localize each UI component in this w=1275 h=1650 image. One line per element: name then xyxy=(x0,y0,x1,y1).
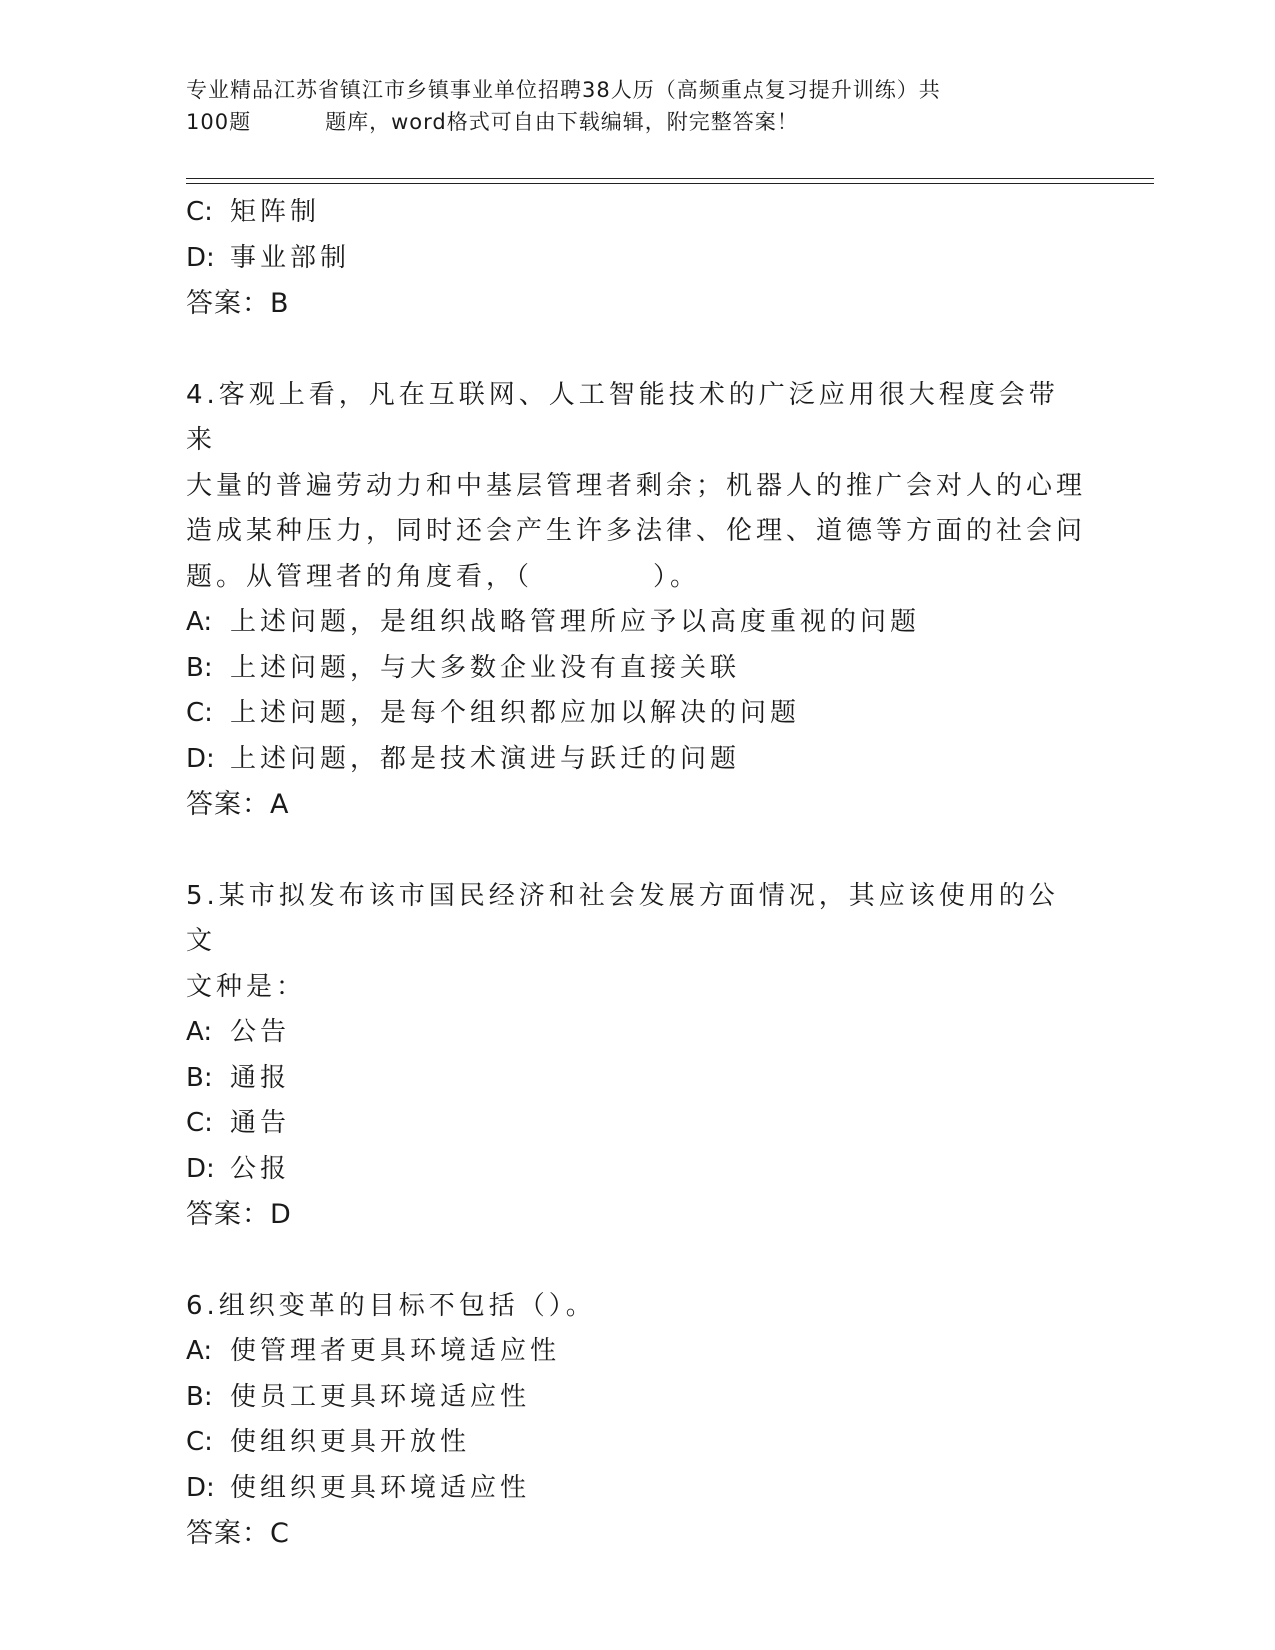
option-letter: C: xyxy=(186,1427,213,1457)
option-a xyxy=(186,1010,1086,1056)
header-title-line2 xyxy=(186,106,1086,138)
option-b xyxy=(186,1056,1086,1102)
option-a xyxy=(186,1329,1086,1375)
option-text: 上述问题，是组织战略管理所应予以高度重视的问题 xyxy=(230,607,921,637)
answer-line: 答案：C xyxy=(186,1518,290,1549)
option-letter: D: xyxy=(186,242,215,273)
option-letter: B: xyxy=(186,652,213,683)
option-b xyxy=(186,646,1086,692)
option-text: 上述问题，与大多数企业没有直接关联 xyxy=(230,652,741,683)
answer-line: 答案：D xyxy=(186,1199,292,1230)
option-text: 使员工更具环境适应性 xyxy=(230,1381,531,1412)
header-divider-bottom xyxy=(186,183,1154,184)
question-stem-line xyxy=(186,555,1086,601)
option-c xyxy=(186,691,1086,737)
option-text: 使管理者更具环境适应性 xyxy=(230,1336,561,1366)
question-5 xyxy=(186,874,1086,1238)
option-text: 上述问题，都是技术演进与跃迁的问题 xyxy=(230,743,741,774)
option-letter: C: xyxy=(186,1108,213,1138)
question-stem-line: 造成某种压力，同时还会产生许多法律、伦理、道德等方面的社会问 xyxy=(186,516,1087,546)
question-stem-line: 文种是： xyxy=(186,971,307,1002)
document-header xyxy=(186,74,1086,138)
option-letter: A: xyxy=(186,1017,213,1047)
answer-line: 答案：A xyxy=(186,789,290,820)
question-stem-line: 6.组织变革的目标不包括（）。 xyxy=(186,1290,596,1321)
option-text: 公报 xyxy=(230,1153,291,1184)
option-text: 矩阵制 xyxy=(230,197,321,227)
option-text: 事业部制 xyxy=(230,242,351,273)
option-text: 使组织更具开放性 xyxy=(230,1427,471,1457)
option-d xyxy=(186,1147,1086,1193)
option-letter: B: xyxy=(186,1062,213,1093)
question-stem-line: 4.客观上看，凡在互联网、人工智能技术的广泛应用很大程度会带来 xyxy=(186,379,1059,455)
option-letter: C: xyxy=(186,197,213,227)
header-title-line1: 专业精品江苏省镇江市乡镇事业单位招聘38人历（高频重点复习提升训练）共 xyxy=(186,78,941,102)
header-divider-top xyxy=(186,178,1154,179)
stem-text: ）。 xyxy=(653,561,701,592)
question-stem-line: 大量的普遍劳动力和中基层管理者剩余；机器人的推广会对人的心理 xyxy=(186,470,1087,501)
option-text: 使组织更具环境适应性 xyxy=(230,1472,531,1503)
question-4 xyxy=(186,373,1086,828)
option-text: 公告 xyxy=(230,1017,291,1047)
question-stem-line: 5.某市拟发布该市国民经济和社会发展方面情况，其应该使用的公文 xyxy=(186,880,1059,956)
option-letter: B: xyxy=(186,1381,213,1412)
option-a xyxy=(186,600,1086,646)
question-list xyxy=(186,190,1086,1557)
answer-line: 答案：B xyxy=(186,288,290,319)
option-letter: A: xyxy=(186,1336,213,1366)
header-description: 题库，word格式可自由下载编辑，附完整答案！ xyxy=(325,110,799,134)
option-c xyxy=(186,1101,1086,1147)
option-letter: C: xyxy=(186,698,213,728)
option-d xyxy=(186,737,1086,783)
option-letter: D: xyxy=(186,1472,215,1503)
option-b xyxy=(186,1375,1086,1421)
question-6 xyxy=(186,1284,1086,1557)
option-d xyxy=(186,1466,1086,1512)
stem-text: 题。从管理者的角度看，（ xyxy=(186,561,534,592)
option-text: 通报 xyxy=(230,1062,291,1093)
option-d xyxy=(186,236,1086,282)
option-letter: D: xyxy=(186,1153,215,1184)
option-c xyxy=(186,190,1086,236)
header-question-count: 100题 xyxy=(186,110,252,134)
option-letter: A: xyxy=(186,607,213,637)
option-text: 通告 xyxy=(230,1108,291,1138)
option-letter: D: xyxy=(186,743,215,774)
question-3-tail xyxy=(186,190,1086,327)
option-text: 上述问题，是每个组织都应加以解决的问题 xyxy=(230,698,801,728)
option-c xyxy=(186,1420,1086,1466)
